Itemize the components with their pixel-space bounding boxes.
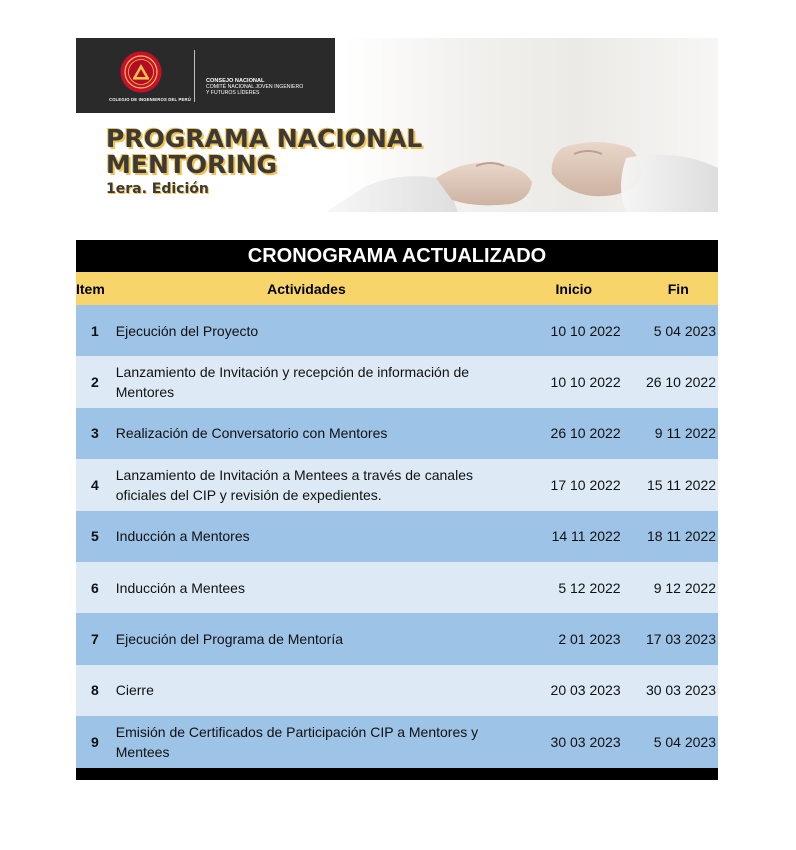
row-end: 30 03 2023: [645, 682, 717, 699]
row-end: 15 11 2022: [646, 476, 717, 493]
table-row: [76, 356, 718, 407]
row-activity: Lanzamiento de Invitación y recepción de información de Mentores: [115, 364, 470, 401]
table-row: [76, 305, 718, 356]
row-start: 5 12 2022: [558, 579, 621, 596]
row-activity: Inducción a Mentores: [115, 528, 250, 545]
row-activity: Realización de Conversatorio con Mentores: [115, 425, 388, 442]
row-start: 10 10 2022: [550, 322, 621, 339]
row-start: 17 10 2022: [550, 476, 621, 493]
row-item: 5: [90, 528, 99, 545]
logo-divider: [194, 50, 195, 102]
header-item: Item: [76, 280, 105, 297]
row-end: 5 04 2023: [653, 322, 717, 339]
row-start: 10 10 2022: [550, 374, 621, 391]
header-activity: Actividades: [267, 280, 346, 297]
row-item: 2: [90, 374, 99, 391]
table-row: [76, 665, 718, 716]
logo-caption: COLEGIO DE INGENIEROS DEL PERÚ: [108, 97, 191, 102]
row-activity: Cierre: [115, 682, 154, 699]
table-row: [76, 613, 718, 664]
council-line-1: COMITÉ NACIONAL JOVEN INGENIERO: [206, 84, 304, 91]
row-activity: Emisión de Certificados de Participación CIP a Mentores y Mentees: [115, 723, 479, 760]
table-row: [76, 408, 718, 459]
program-banner: [76, 38, 718, 212]
program-title: [106, 126, 422, 178]
row-item: 4: [90, 476, 99, 493]
row-end: 18 11 2022: [646, 528, 717, 545]
program-title-line-1: PROGRAMA NACIONAL: [106, 124, 423, 153]
row-activity: Ejecución del Proyecto: [115, 322, 259, 339]
row-start: 20 03 2023: [550, 682, 621, 699]
row-end: 17 03 2023: [645, 631, 717, 648]
row-end: 9 12 2022: [653, 579, 717, 596]
row-end: 5 04 2023: [653, 733, 717, 750]
row-item: 6: [90, 579, 99, 596]
table-header-row: [76, 272, 718, 305]
row-start: 14 11 2022: [551, 528, 621, 545]
row-item: 7: [90, 631, 99, 648]
row-end: 9 11 2022: [654, 425, 717, 442]
row-start: 2 01 2023: [558, 631, 621, 648]
table-row: [76, 562, 718, 613]
logo-bar: [76, 38, 335, 113]
cip-seal-logo: [120, 51, 162, 93]
row-activity: Inducción a Mentees: [115, 579, 245, 596]
row-start: 30 03 2023: [550, 733, 621, 750]
row-start: 26 10 2022: [550, 425, 621, 442]
header-end: Fin: [667, 280, 689, 297]
row-item: 8: [90, 682, 99, 699]
council-text: [206, 78, 303, 97]
program-title-line-2: MENTORING: [106, 150, 278, 179]
row-item: 3: [90, 425, 99, 442]
edition-label: 1era. Edición: [106, 181, 209, 197]
table-row: [76, 459, 718, 510]
schedule-title: CRONOGRAMA ACTUALIZADO: [76, 240, 718, 272]
row-item: 9: [90, 733, 99, 750]
table-row: [76, 511, 718, 562]
header-start: Inicio: [555, 280, 593, 297]
row-item: 1: [90, 322, 99, 339]
table-footer-bar: [76, 768, 718, 780]
council-title: CONSEJO NACIONAL: [206, 78, 265, 84]
council-line-2: Y FUTUROS LÍDERES: [206, 90, 260, 97]
row-activity: Lanzamiento de Invitación a Mentees a través de canales oficiales del CIP y revisión de expedientes.: [115, 466, 473, 503]
schedule-table: [76, 240, 718, 780]
row-activity: Ejecución del Programa de Mentoría: [115, 631, 343, 648]
table-row: [76, 716, 718, 767]
row-end: 26 10 2022: [645, 374, 717, 391]
